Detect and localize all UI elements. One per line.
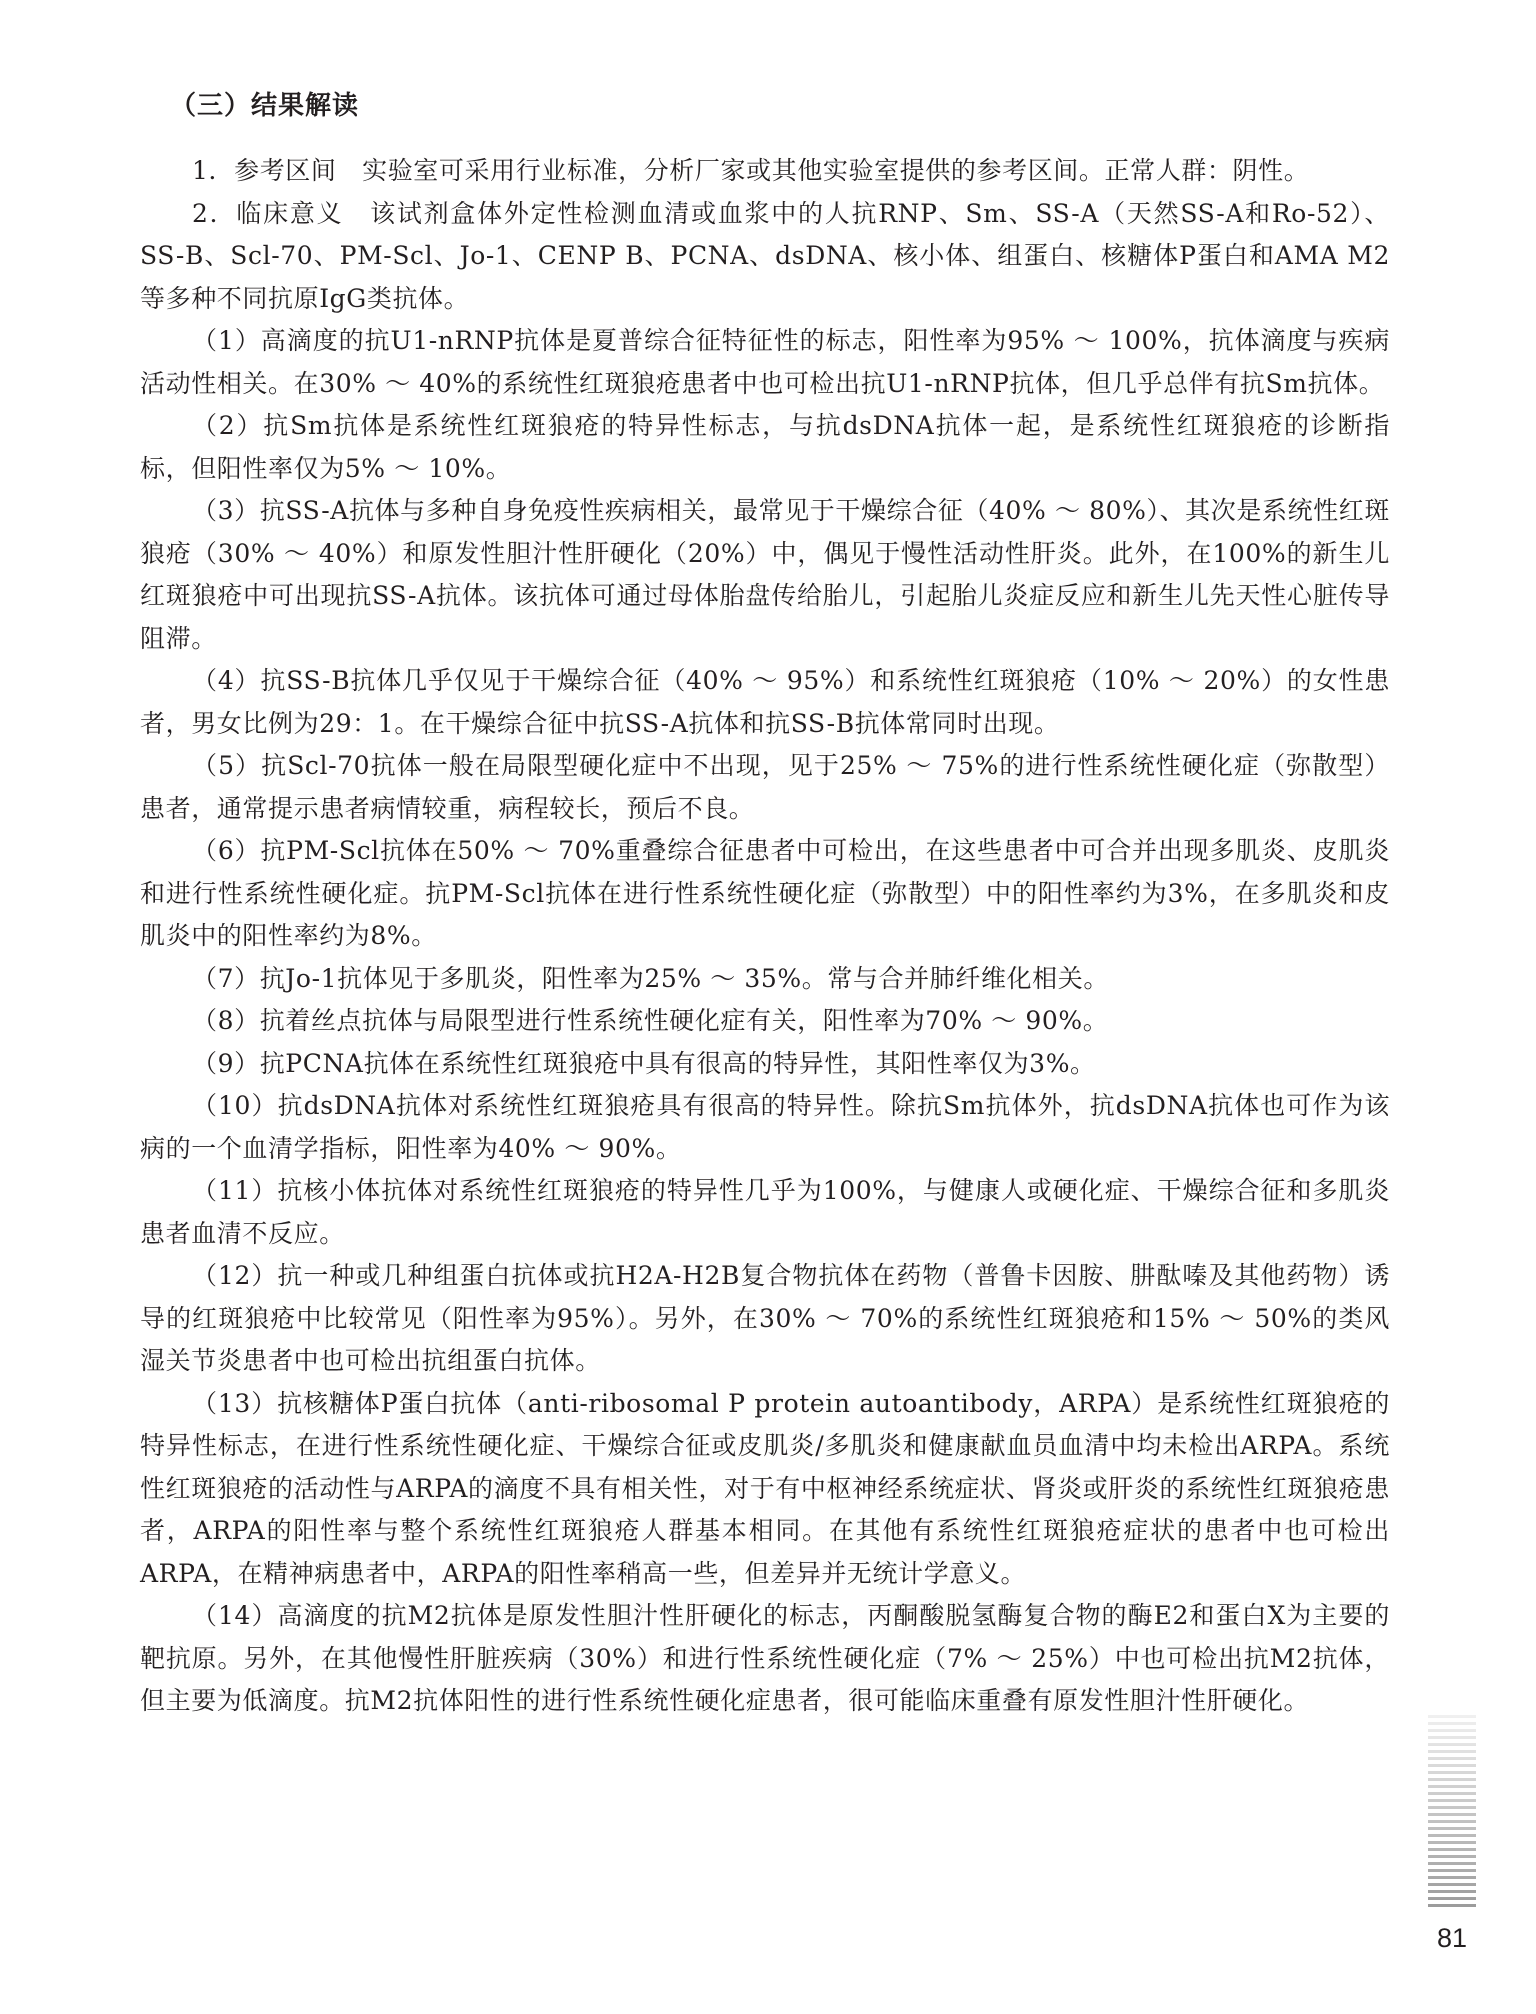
paragraph-item-12: （12）抗一种或几种组蛋白抗体或抗H2A-H2B复合物抗体在药物（普鲁卡因胺、肼酞嗪及其他药物）诱导的红斑狼疮中比较常见（阳性率为95%）。另外，在30% ～ 70%的系统性红斑狼疮和15% ～ 50%的类风湿关节炎患者中也可检出抗组蛋白抗体。: [140, 1261, 1390, 1375]
paragraph-item-1: （1）高滴度的抗U1-nRNP抗体是夏普综合征特征性的标志，阳性率为95% ～ 100%，抗体滴度与疾病活动性相关。在30% ～ 40%的系统性红斑狼疮患者中也可检出抗U1-nRNP抗体，但几乎总伴有抗Sm抗体。: [140, 326, 1390, 398]
page-content: [140, 86, 1390, 1723]
paragraph-item-9: （9）抗PCNA抗体在系统性红斑狼疮中具有很高的特异性，其阳性率仅为3%。: [192, 1048, 1096, 1078]
page-number: 81: [1436, 1923, 1468, 1953]
page-edge-marks: [1428, 1715, 1476, 1910]
paragraph-item-8: （8）抗着丝点抗体与局限型进行性系统性硬化症有关，阳性率为70% ～ 90%。: [192, 1006, 1109, 1035]
paragraph-item-10: （10）抗dsDNA抗体对系统性红斑狼疮具有很高的特异性。除抗Sm抗体外，抗dsDNA抗体也可作为该病的一个血清学指标，阳性率为40% ～ 90%。: [140, 1091, 1390, 1163]
paragraph-item-11: （11）抗核小体抗体对系统性红斑狼疮的特异性几乎为100%，与健康人或硬化症、干燥综合征和多肌炎患者血清不反应。: [140, 1176, 1390, 1248]
paragraph-item-5: （5）抗Scl-70抗体一般在局限型硬化症中不出现，见于25% ～ 75%的进行性系统性硬化症（弥散型）患者，通常提示患者病情较重，病程较长，预后不良。: [140, 751, 1390, 823]
paragraph-item-13: （13）抗核糖体P蛋白抗体（anti-ribosomal P protein autoantibody，ARPA）是系统性红斑狼疮的特异性标志，在进行性系统性硬化症、干燥综合征或皮肌炎/多肌炎和健康献血员血清中均未检出ARPA。系统性红斑狼疮的活动性与ARPA的滴度不具有相关性，对于有中枢神经系统症状、肾炎或肝炎的系统性红斑狼疮患者，ARPA的阳性率与整个系统性红斑狼疮人群基本相同。在其他有系统性红斑狼疮症状的患者中也可检出ARPA，在精神病患者中，ARPA的阳性率稍高一些，但差异并无统计学意义。: [140, 1388, 1390, 1588]
paragraph-reference-range: 1．参考区间 实验室可采用行业标准，分析厂家或其他实验室提供的参考区间。正常人群：阴性。: [192, 156, 1310, 185]
paragraph-clinical-significance: 2．临床意义 该试剂盒体外定性检测血清或血浆中的人抗RNP、Sm、SS-A（天然SS-A和Ro-52）、SS-B、Scl-70、PM-Scl、Jo-1、CENP B、PCNA、dsDNA、核小体、组蛋白、核糖体P蛋白和AMA M2等多种不同抗原IgG类抗体。: [140, 198, 1390, 313]
paragraph-item-2: （2）抗Sm抗体是系统性红斑狼疮的特异性标志，与抗dsDNA抗体一起，是系统性红斑狼疮的诊断指标，但阳性率仅为5% ～ 10%。: [140, 411, 1390, 483]
paragraph-item-7: （7）抗Jo-1抗体见于多肌炎，阳性率为25% ～ 35%。常与合并肺纤维化相关。: [192, 963, 1109, 993]
paragraph-item-4: （4）抗SS-B抗体几乎仅见于干燥综合征（40% ～ 95%）和系统性红斑狼疮（10% ～ 20%）的女性患者，男女比例为29：1。在干燥综合征中抗SS-A抗体和抗SS-B抗体常同时出现。: [140, 666, 1390, 738]
paragraph-item-14: （14）高滴度的抗M2抗体是原发性胆汁性肝硬化的标志，丙酮酸脱氢酶复合物的酶E2和蛋白X为主要的靶抗原。另外，在其他慢性肝脏疾病（30%）和进行性系统性硬化症（7% ～ 25%）中也可检出抗M2抗体，但主要为低滴度。抗M2抗体阳性的进行性系统性硬化症患者，很可能临床重叠有原发性胆汁性肝硬化。: [140, 1601, 1390, 1715]
paragraph-item-6: （6）抗PM-Scl抗体在50% ～ 70%重叠综合征患者中可检出，在这些患者中可合并出现多肌炎、皮肌炎和进行性系统性硬化症。抗PM-Scl抗体在进行性系统性硬化症（弥散型）中的阳性率约为3%，在多肌炎和皮肌炎中的阳性率约为8%。: [140, 836, 1390, 950]
section-title: （三）结果解读: [170, 91, 360, 121]
paragraph-item-3: （3）抗SS-A抗体与多种自身免疫性疾病相关，最常见于干燥综合征（40% ～ 80%）、其次是系统性红斑狼疮（30% ～ 40%）和原发性胆汁性肝硬化（20%）中，偶见于慢性活动性肝炎。此外，在100%的新生儿红斑狼疮中可出现抗SS-A抗体。该抗体可通过母体胎盘传给胎儿，引起胎儿炎症反应和新生儿先天性心脏传导阻滞。: [140, 496, 1390, 653]
